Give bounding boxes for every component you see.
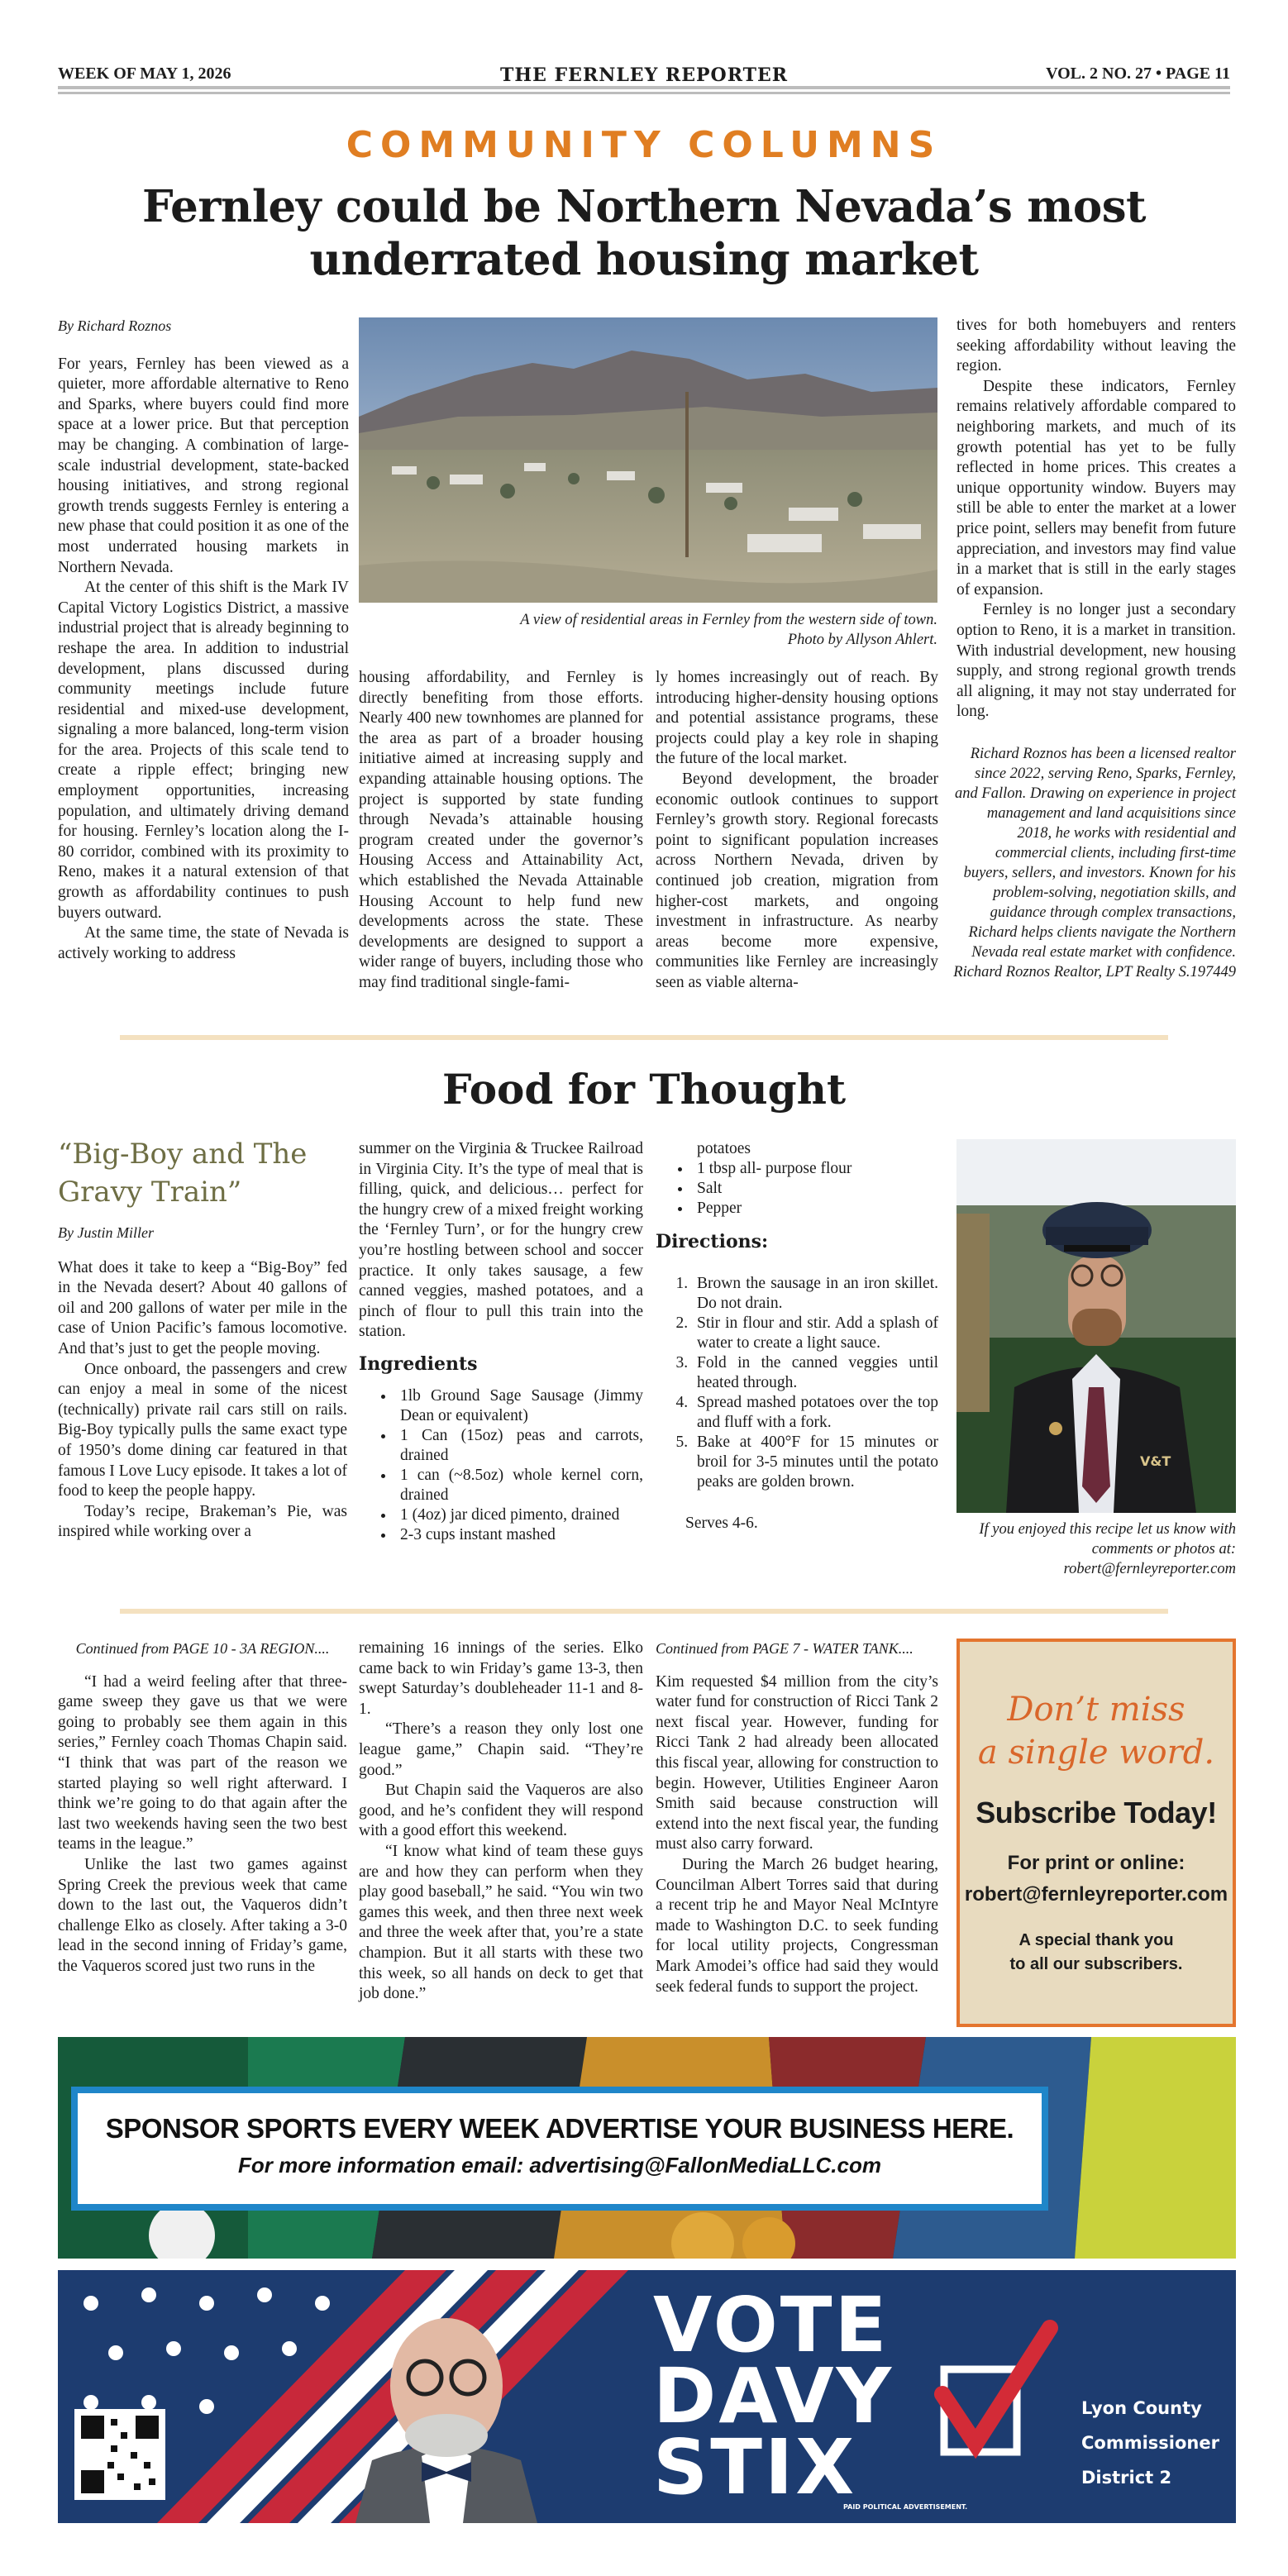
tagline-line-1: Don’t miss xyxy=(1007,1691,1185,1729)
subscribe-cta: Subscribe Today! xyxy=(976,1796,1217,1829)
serves-note: Serves 4-6. xyxy=(685,1514,758,1532)
sponsor-email[interactable]: For more information email: advertising@FallonMediaLLC.com xyxy=(237,2153,881,2178)
direction-step: 4. Spread mashed potatoes over the top and fluff with a fork. xyxy=(692,1393,938,1433)
header-rule-2 xyxy=(58,92,1230,94)
headline: Fernley could be Northern Nevada’s most underrated housing market xyxy=(141,181,1147,285)
paragraph: But Chapin said the Vaqueros are also good, and he’s confident they will respond with a good effort this weekend. xyxy=(359,1782,643,1840)
issue-date: WEEK OF MAY 1, 2026 xyxy=(58,64,231,83)
article-column-2 xyxy=(359,668,643,994)
paragraph: “There’s a reason they only lost one league game,” Chapin said. “They’re good.” xyxy=(359,1720,643,1779)
paragraph: “I know what kind of team these guys are and how they can perform when they play good baseball,” he said. “You win two games this week, and then three next week and three the week after that, you’re a state champion. But it all starts with these two this week, so all hands on deck to get that job done.” xyxy=(359,1842,643,2003)
photo-caption xyxy=(359,610,937,650)
ingredient-item: • 2-3 cups instant mashed xyxy=(395,1525,643,1545)
direction-step: 5. Bake at 400°F for 15 minutes or broil for 3-5 minutes until the potato peaks are golden brown. xyxy=(692,1433,938,1492)
fernley-landscape-photo xyxy=(359,317,937,603)
paragraph: summer on the Virginia & Truckee Railroad in Virginia City. It’s the type of meal that is filling, quick, and delicious… perfect for the hungry crew of a mixed freight working the ‘Fernley Turn’, or for the hungry crew you’re hostling between school and soccer practice. It only takes sausage, a few canned veggies, mashed potatoes, and a pinch of flour to pull this train into the station. xyxy=(359,1140,643,1341)
sponsor-panel xyxy=(71,2087,1048,2211)
paper-name: THE FERNLEY REPORTER xyxy=(499,64,789,86)
ingredient-item: • 1 can (~8.5oz) whole kernel corn, drained xyxy=(395,1466,643,1505)
paragraph: Despite these indicators, Fernley remains relatively affordable compared to neighboring markets, and much of its growth potential has yet to be fully reflected in home prices. This creates a unique opportunity window. Buyers may still be able to enter the market at a lower price point, sellers may benefit from future appreciation, and investors may find value in a market that is still in the early stages of expansion. xyxy=(956,377,1236,599)
food-column-2 xyxy=(359,1139,643,1545)
ingredient-item: • Pepper xyxy=(692,1199,938,1219)
directions-heading: Directions: xyxy=(656,1231,769,1252)
directions-list xyxy=(656,1274,938,1492)
food-column-3 xyxy=(656,1139,938,1534)
sports-column-2 xyxy=(359,1639,643,2005)
sponsor-ad[interactable] xyxy=(58,2037,1236,2259)
volume-page: VOL. 2 NO. 27 • PAGE 11 xyxy=(1046,64,1230,83)
paragraph: At the center of this shift is the Mark IV Capital Victory Logistics District, a massive industrial project that is already beginning to reshape the area. In addition to industrial development, plans discussed during community meetings include future residential and mixed-use development, signaling a more balanced, long-term vision for the area. Projects of this scale tend to create a ripple effect; bringing new employment opportunities, increasing population, and ultimately driving demand for housing. Fernley’s location along the I-80 corridor, combined with its proximity to Reno, makes it a natural extension of that growth as affordability continues to push buyers outward. xyxy=(58,579,349,922)
paragraph: During the March 26 budget hearing, Councilman Albert Torres said that during a recent trip he and Mayor Neal McIntyre made to Washington D.C. to seek funding for local utility projects, Congressman Mark Amodei’s office had said they would seek federal funds to support the project. xyxy=(656,1855,938,1996)
subscribe-ad[interactable] xyxy=(956,1639,1236,2027)
vt-badge: V&T xyxy=(1140,1453,1171,1469)
paragraph: Today’s recipe, Brakeman’s Pie, was inspired while working over a xyxy=(58,1502,347,1541)
ingredient-continuation: potatoes xyxy=(697,1140,751,1157)
vote-line-3: STIX xyxy=(653,2423,857,2512)
office-line-3: District 2 xyxy=(1081,2468,1172,2488)
ingredients-list-continued xyxy=(656,1139,938,1219)
masthead xyxy=(58,64,1230,88)
subscribe-sub: For print or online: xyxy=(1007,1852,1185,1874)
photo-note: If you enjoyed this recipe let us know with comments or photos at: robert@fernleyreporter.com xyxy=(979,1521,1236,1577)
paragraph: At the same time, the state of Nevada is actively working to address xyxy=(58,924,349,962)
thanks-line-1: A special thank you xyxy=(1018,1931,1174,1949)
byline: By Justin Miller xyxy=(58,1224,154,1241)
continued-label: Continued from PAGE 10 - 3A REGION.... xyxy=(75,1640,330,1657)
article-column-3 xyxy=(656,668,938,994)
water-column xyxy=(656,1639,938,1997)
sports-column-1 xyxy=(58,1639,347,1977)
ingredient-item: • 1lb Ground Sage Sausage (Jimmy Dean or equivalent) xyxy=(395,1386,643,1426)
paragraph: Kim requested $4 million from the city’s water fund for construction of Ricci Tank 2 next fiscal year. However, funding for Ricci Tank 2 had already been allocated this fiscal year, allowing for construction to begin. However, Utilities Engineer Aaron Smith said because construction will extend into the next fiscal year, the funding must also carry forward. xyxy=(656,1672,938,1853)
paragraph: Beyond development, the broader economic outlook continues to support Fernley’s growth story. Regional forecasts point to significant population increases across Northern Nevada, driven by continued job creation, migration from higher-cost markets, and ongoing investment in infrastructure. As nearby areas become more expensive, communities like Fernley are increasingly seen as viable alterna- xyxy=(656,770,938,991)
section-title: Food for Thought xyxy=(441,1065,847,1114)
thanks-line-2: to all our subscribers. xyxy=(1009,1955,1183,1973)
ingredient-item: • 1 Can (15oz) peas and carrots, drained xyxy=(395,1426,643,1466)
recipe-title: “Big-Boy and The Gravy Train” xyxy=(58,1138,308,1209)
photo-credit: Photo by Allyson Ahlert. xyxy=(787,632,937,648)
direction-step: 2. Stir in flour and stir. Add a splash of water to create a light sauce. xyxy=(692,1314,938,1353)
direction-step: 3. Fold in the canned veggies until heated through. xyxy=(692,1353,938,1393)
office-line-1: Lyon County xyxy=(1081,2398,1202,2418)
ingredients-heading: Ingredients xyxy=(359,1352,478,1375)
vote-ad[interactable] xyxy=(58,2270,1236,2523)
paragraph: Once onboard, the passengers and crew can enjoy a meal in some of the nicest (technically) private rail cars still on rails. Big-Boy typically pulls the same exact type of 1950’s dome dining car featured in that famous I Love Lucy episode. It takes a lot of food to keep the people happy. xyxy=(58,1360,347,1500)
ingredients-list xyxy=(359,1386,643,1545)
paragraph: tives for both homebuyers and renters seeking affordability without leaving the region. xyxy=(956,317,1236,375)
byline: By Richard Roznos xyxy=(58,317,172,334)
subscribe-email-link[interactable]: robert@fernleyreporter.com xyxy=(964,1883,1228,1906)
paragraph: housing affordability, and Fernley is directly benefiting from those efforts. Nearly 400 new townhomes are planned for the area as part of a broader housing initiative aimed at increasing supply and expanding attainable housing options. The project is supported by state funding through Nevada’s attainable housing program created under the governor’s Housing Access and Attainability Act, which established the Nevada Attainable Housing Account to help fund new developments across the state. These developments are designed to support a wider range of buyers, including those who may find traditional single-fami- xyxy=(359,669,643,991)
paragraph: Unlike the last two games against Spring Creek the previous week that came down to the last out, the Vaqueros didn’t challenge Elko as closely. After taking a 3-0 lead in the second inning of Friday’s game, the Vaqueros scored just two runs in the xyxy=(58,1855,347,1975)
paragraph: remaining 16 innings of the series. Elko came back to win Friday’s game 13-3, then swept Saturday’s doubleheader 11-1 and 8-1. xyxy=(359,1639,643,1718)
paragraph: “I had a weird feeling after that three-game sweep they gave us that we were going to probably see them again in this series,” Fernley coach Thomas Chapin said. “I think that was part of the reason we started playing so well right afterward. I think we’re going to do that again after the last two weekends having seen the two best teams in the league.” xyxy=(58,1672,347,1853)
vote-line-2: DAVY xyxy=(653,2352,894,2440)
paragraph: ly homes increasingly out of reach. By introducing higher-density housing options and potential assistance programs, these projects could play a key role in shaping the future of the local market. xyxy=(656,669,938,768)
article-column-1 xyxy=(58,316,349,964)
tagline-line-2: a single word. xyxy=(977,1734,1215,1772)
section-divider xyxy=(120,1035,1168,1040)
caption-text: A view of residential areas in Fernley from the western side of town. xyxy=(520,612,937,628)
paid-disclaimer: PAID POLITICAL ADVERTISEMENT. xyxy=(843,2503,968,2511)
sponsor-headline: SPONSOR SPORTS EVERY WEEK ADVERTISE YOUR BUSINESS HERE. xyxy=(105,2113,1014,2144)
office-line-2: Commissioner xyxy=(1081,2433,1219,2453)
paragraph: Fernley is no longer just a secondary option to Reno, it is a market in transition. With industrial development, new housing supply, and strong regional growth trends all aligning, it may not stay underrated for long. xyxy=(956,601,1236,721)
paragraph: For years, Fernley has been viewed as a quieter, more affordable alternative to Reno and Sparks, where buyers could find more space at a lower price. But that perception may be changing. A combination of large-scale industrial development, state-backed housing initiatives, and strong regional growth trends suggests Fernley is entering a new phase that could position it as one of the most underrated housing markets in Northern Nevada. xyxy=(58,355,349,576)
vote-line-1: VOTE xyxy=(653,2281,890,2369)
vote-headline xyxy=(653,2281,894,2512)
section-kicker: COMMUNITY COLUMNS xyxy=(346,124,942,166)
food-column-1 xyxy=(58,1135,347,1543)
direction-step: 1. Brown the sausage in an iron skillet. Do not drain. xyxy=(692,1274,938,1314)
ingredient-item: • 1 tbsp all- purpose flour xyxy=(692,1159,938,1179)
article-column-4 xyxy=(956,316,1236,723)
ingredient-item: • 1 (4oz) jar diced pimento, drained xyxy=(395,1505,643,1525)
section-divider xyxy=(120,1609,1168,1614)
conductor-photo xyxy=(956,1139,1236,1513)
ingredient-item: • Salt xyxy=(692,1179,938,1199)
header-rule xyxy=(58,86,1230,89)
continued-label: Continued from PAGE 7 - WATER TANK.... xyxy=(656,1640,914,1657)
vote-office xyxy=(1081,2391,1219,2495)
author-bio: Richard Roznos has been a licensed realtor since 2022, serving Reno, Sparks, Fernley, and Fallon. Drawing on experience in project management and land acquisitions since 2018, he works with residential and commercial clients, including first-time buyers, sellers, and investors. Known for his problem-solving, negotiation skills, and guidance through complex transactions, Richard helps clients navigate the Northern Nevada real estate market with confidence. Richard Roznos Realtor, LPT Realty S.197449 xyxy=(953,746,1236,980)
paragraph: What does it take to keep a “Big-Boy” fed in the Nevada desert? About 40 gallons of oil and 200 gallons of water per mile in the case of Union Pacific’s famous locomotive. And that’s just to get the people moving. xyxy=(58,1258,347,1357)
